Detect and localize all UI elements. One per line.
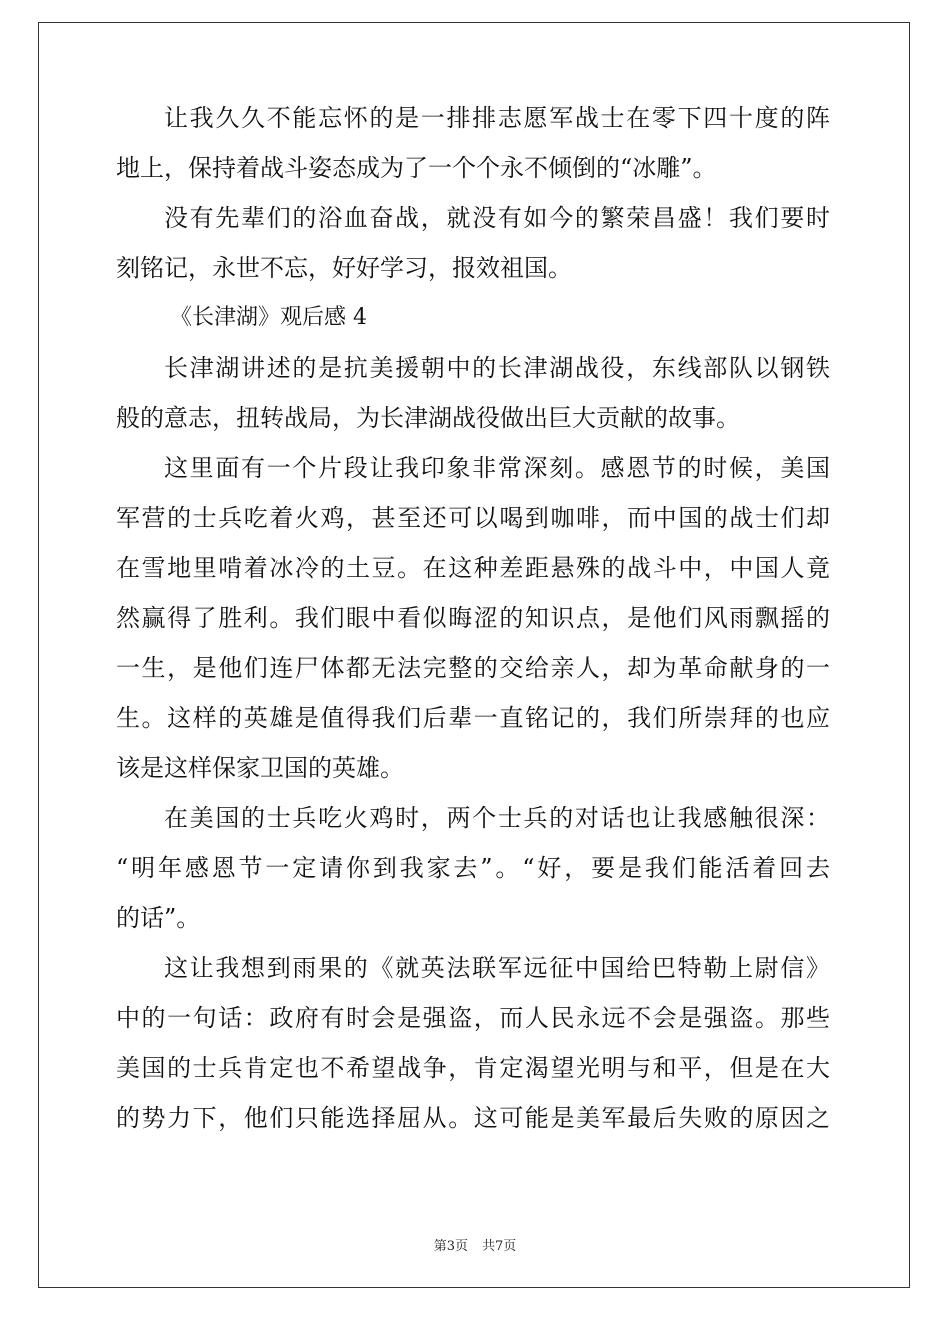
text-line: 在雪地里啃着冰冷的土豆。在这种差距悬殊的战斗中，中国人竟 xyxy=(116,554,830,582)
text-line: 刻铭记，永世不忘，好好学习，报效祖国。 xyxy=(116,254,572,282)
text-line: 生。这样的英雄是值得我们后辈一直铭记的，我们所崇拜的也应 xyxy=(116,704,830,732)
page-footer xyxy=(0,1235,950,1254)
section-heading: 《长津湖》观后感 4 xyxy=(170,305,367,330)
document-body xyxy=(116,93,830,1143)
text-line: 的势力下，他们只能选择屈从。这可能是美军最后失败的原因之 xyxy=(116,1104,830,1132)
text-line: 然赢得了胜利。我们眼中看似晦涩的知识点，是他们风雨飘摇的 xyxy=(116,604,830,632)
text-line: 中的一句话：政府有时会是强盗，而人民永远不会是强盗。那些 xyxy=(116,1004,830,1032)
text-line: 该是这样保家卫国的英雄。 xyxy=(116,754,404,782)
text-line: 一生，是他们连尸体都无法完整的交给亲人，却为革命献身的一 xyxy=(116,654,830,682)
text-line: 的话”。 xyxy=(116,904,201,932)
text-line: 这里面有一个片段让我印象非常深刻。感恩节的时候，美国 xyxy=(164,454,830,482)
text-line: 般的意志，扭转战局，为长津湖战役做出巨大贡献的故事。 xyxy=(116,404,740,432)
page-number-total: 共7页 xyxy=(482,1239,517,1254)
text-line: 让我久久不能忘怀的是一排排志愿军战士在零下四十度的阵 xyxy=(164,104,830,132)
text-line: 没有先辈们的浴血奋战，就没有如今的繁荣昌盛！我们要时 xyxy=(164,204,830,232)
text-line: 美国的士兵肯定也不希望战争，肯定渴望光明与和平，但是在大 xyxy=(116,1054,830,1082)
text-line: 地上，保持着战斗姿态成为了一个个永不倾倒的“冰雕”。 xyxy=(116,154,717,182)
text-line: 在美国的士兵吃火鸡时，两个士兵的对话也让我感触很深： xyxy=(164,804,830,832)
text-line: 这让我想到雨果的《就英法联军远征中国给巴特勒上尉信》 xyxy=(164,954,830,982)
text-line: 长津湖讲述的是抗美援朝中的长津湖战役，东线部队以钢铁 xyxy=(164,354,830,382)
page-number-current: 第3页 xyxy=(433,1239,468,1254)
text-line: “明年感恩节一定请你到我家去”。“好，要是我们能活着回去 xyxy=(116,854,830,882)
text-line: 军营的士兵吃着火鸡，甚至还可以喝到咖啡，而中国的战士们却 xyxy=(116,504,830,532)
